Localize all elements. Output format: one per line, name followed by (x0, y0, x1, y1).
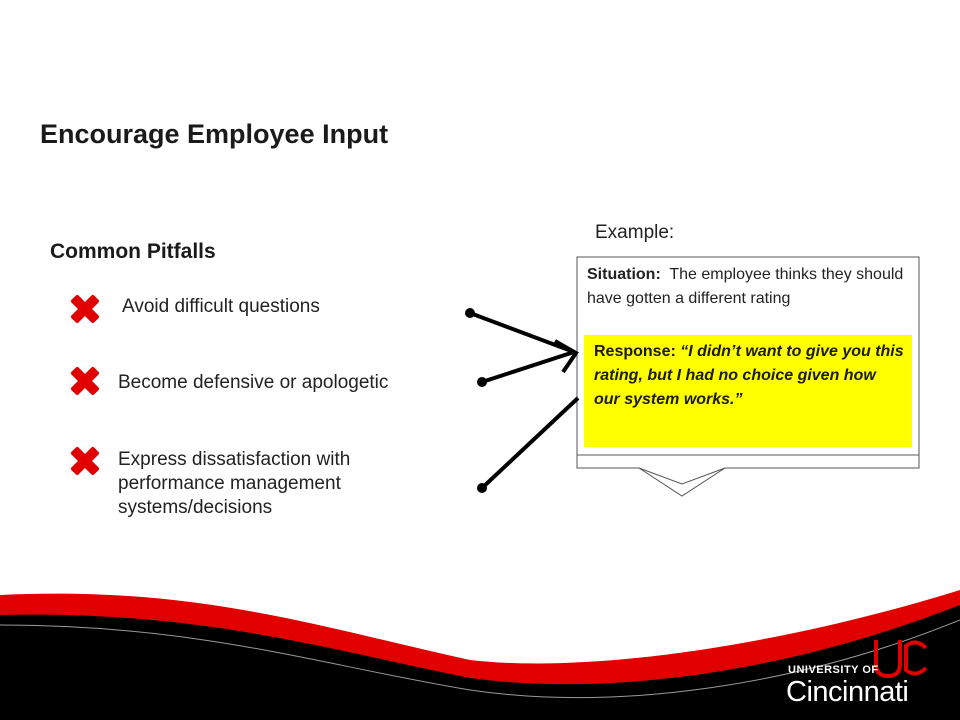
logo-cincinnati: Cincinnati (786, 676, 909, 708)
response-label: Response: (594, 343, 676, 360)
pitfall-item-2: Become defensive or apologetic (118, 372, 389, 393)
slide-title: Encourage Employee Input (40, 119, 389, 149)
situation-body: The employee thinks they should have gotten a different rating (587, 266, 904, 307)
logo-university-of: UNIVERSITY OF (788, 664, 879, 676)
example-label: Example: (595, 222, 675, 243)
pitfall-item-3: Express dissatisfaction with performance management systems/decisions (118, 449, 351, 518)
situation-label: Situation: (587, 266, 661, 283)
response-quote: “I didn’t want to give you this rating, but I had no choice given how our system works.” (594, 343, 904, 408)
pitfall-item-1: Avoid difficult questions (122, 296, 320, 317)
pitfalls-heading: Common Pitfalls (50, 240, 216, 263)
